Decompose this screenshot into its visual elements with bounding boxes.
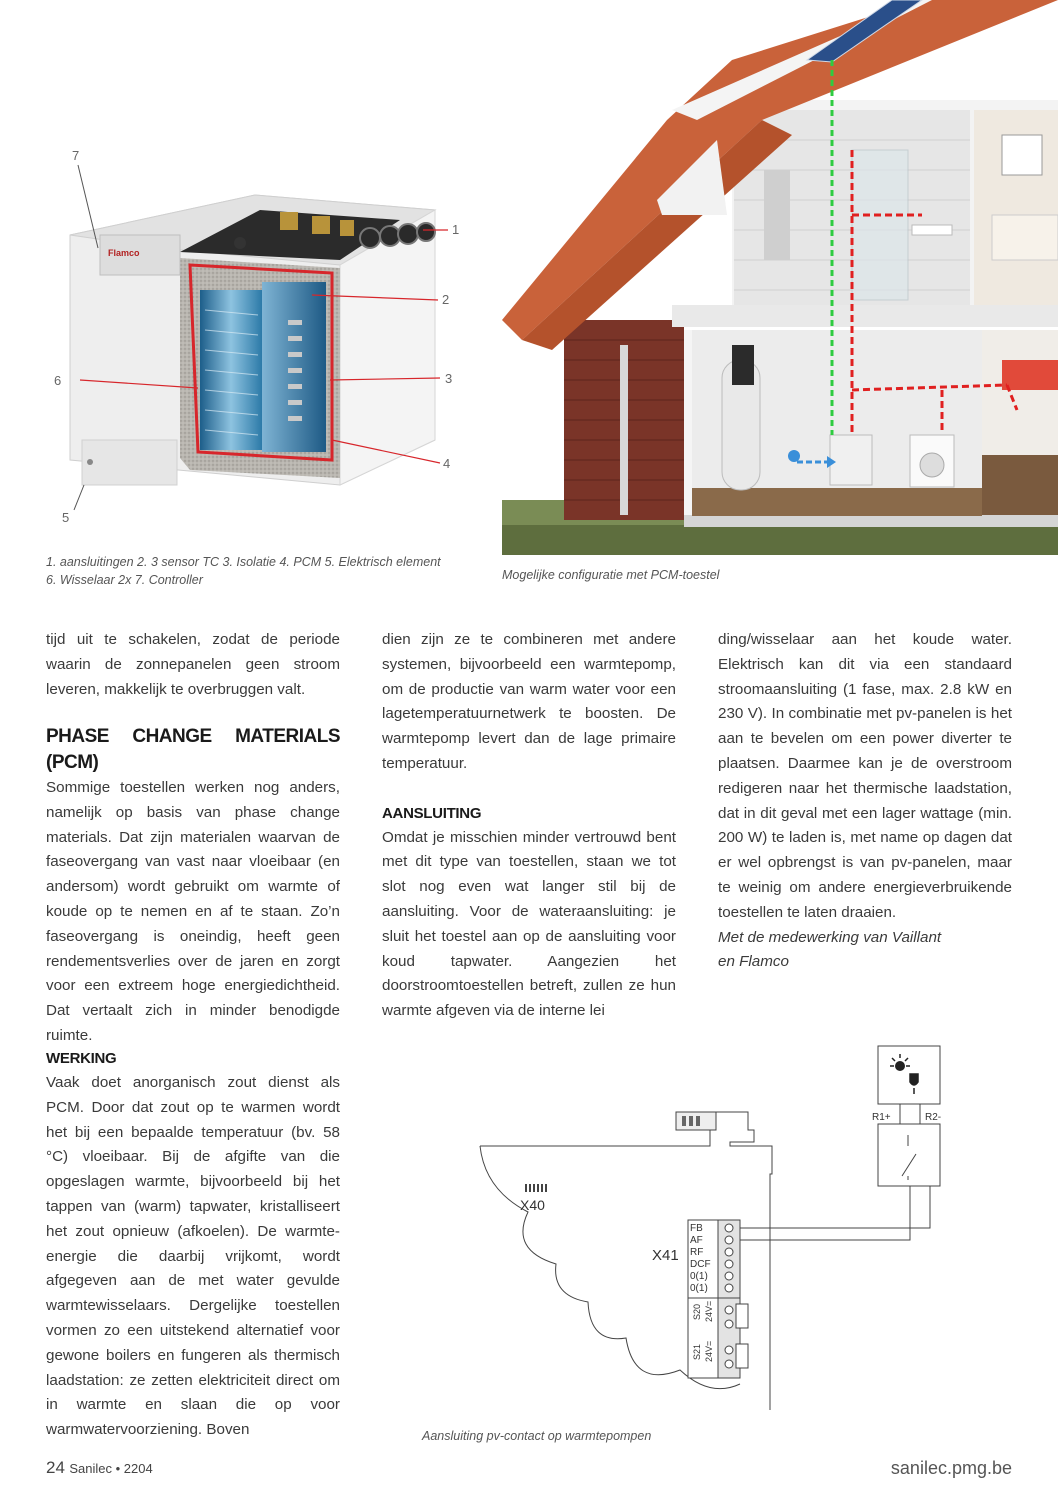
callout-1: 1 — [452, 222, 460, 237]
flamco-logo: Flamco — [108, 248, 140, 258]
credit — [718, 926, 1012, 976]
credit-line2: en Flamco — [718, 953, 789, 971]
callout-3: 3 — [445, 371, 453, 386]
house-cutaway-illustration — [502, 0, 1058, 555]
s21-label: S21 — [692, 1343, 702, 1360]
callout-7: 7 — [72, 148, 80, 163]
callout-4: 4 — [443, 456, 451, 471]
callout-6: 6 — [54, 373, 62, 388]
x41-label: X41 — [652, 1247, 679, 1264]
s20-label: S20 — [692, 1303, 702, 1320]
o1-label-b: 0(1) — [690, 1283, 708, 1294]
wiring-diagram — [470, 1040, 970, 1410]
callout-2: 2 — [442, 292, 450, 307]
col2-text: dien zijn ze te combineren met andere systemen, bijvoorbeeld een warmtepomp, om de productie van warm water voor een lagetemperatuurnetwerk te boosten. De warmtepomp levert dan de lage primaire temperatuur. — [382, 631, 676, 772]
column-3 — [718, 628, 1012, 975]
magazine-issue: Sanilec • 2204 — [69, 1461, 153, 1476]
footer-url: sanilec.pmg.be — [890, 1458, 1012, 1478]
af-label: AF — [690, 1235, 703, 1246]
pcm-heading: PHASE CHANGE MATERIALS (PCM) — [46, 726, 340, 773]
column-2 — [382, 628, 676, 1024]
fb-label: FB — [690, 1223, 703, 1234]
r1-label: R1+ — [872, 1112, 891, 1123]
pcm-unit-illustration — [40, 140, 480, 535]
v24b-label: 24V= — [704, 1340, 714, 1362]
col3-text: ding/wisselaar aan het koude water. Elektrisch kan dit via een standaard stroomaansluiting (1 fase, max. 2.8 kW en 230 V). In combinatie met pv-panelen is het aan te bevelen om een power diverter te plaatsen. Daarmee kan je de overstroom redigeren naar het thermische laadstation, dat in dit geval met een lager wattage (min. 200 W) te laden is, met name op dagen dat er wel opbrengst is van pv-panelen, maar te weinig om andere energieverbruikende toestellen te laten draaien. — [718, 631, 1012, 921]
col1-intro-text: tijd uit te schakelen, zodat de periode waarin de zonnepanelen geen stroom leveren, makkelijk te overbruggen valt. — [46, 631, 340, 698]
dcf-label: DCF — [690, 1259, 711, 1270]
page-number: 24 — [46, 1458, 65, 1477]
pcm-section — [46, 724, 340, 1049]
o1-label-a: 0(1) — [690, 1271, 708, 1282]
footer-left — [46, 1458, 153, 1478]
diagram-caption: Aansluiting pv-contact op warmtepompen — [422, 1429, 652, 1443]
werking-text: Vaak doet anorganisch zout dienst als PCM. Door dat zout op te warmen wordt het bij een bepaalde temperatuur (bv. 58 °C) vloeibaar. Bij de afgifte van die opgeslagen warmte, bijvoorbeeld bij het tappen van (warm) tapwater, kristalliseert het zout opnieuw (afkoelen). De warmte-energie die daarbij vrijkomt, wordt afgegeven aan de met water gevulde warmtewisselaars. Dergelijke toestellen vormen zo een uitstekend alternatief voor gewone boilers en fungeren als thermisch laadstation: ze zetten elektriciteit direct om in warmte en slaan die op voor warmwatervoorziening. Boven — [46, 1074, 340, 1439]
unit-caption-line2: 6. Wisselaar 2x 7. Controller — [46, 573, 203, 587]
r2-label: R2- — [925, 1112, 942, 1123]
werking-section — [46, 1047, 340, 1443]
aansluiting-heading: AANSLUITING — [382, 804, 482, 822]
column-1-intro — [46, 628, 340, 702]
unit-caption-line1: 1. aansluitingen 2. 3 sensor TC 3. Isolatie 4. PCM 5. Elektrisch element — [46, 555, 441, 569]
v24a-label: 24V= — [704, 1300, 714, 1322]
callout-5: 5 — [62, 510, 70, 525]
house-caption: Mogelijke configuratie met PCM-toestel — [502, 568, 720, 582]
unit-caption — [46, 553, 476, 589]
werking-heading: WERKING — [46, 1050, 117, 1067]
aansluiting-text: Omdat je misschien minder vertrouwd bent met dit type van toestellen, staan we tot slot nog even wat langer stil bij de aansluiting. Voor de wateraansluiting: je sluit het toestel aan op de aansluiting voor koud tapwater. Aangezien het doorstroomtoestellen betreft, zullen ze hun warmte afgeven via de interne lei — [382, 828, 676, 1020]
rf-label: RF — [690, 1247, 704, 1258]
pcm-text: Sommige toestellen werken nog anders, namelijk op basis van phase change materials. Dat zijn materialen waarvan de faseovergang van vast naar vloeibaar (en andersom) wordt gebruikt om warmte of koude op te nemen en af te staan. Zo’n faseovergang is oneindig, heeft geen rendementsverlies over de jaren en zorgt voor een extreem hoge energiedichtheid. Dat vertaalt zich in minder benodigde ruimte. — [46, 779, 340, 1044]
credit-line1: Met de medewerking van Vaillant — [718, 928, 942, 946]
sun-icon — [895, 1061, 905, 1071]
x40-label: X40 — [520, 1197, 545, 1213]
